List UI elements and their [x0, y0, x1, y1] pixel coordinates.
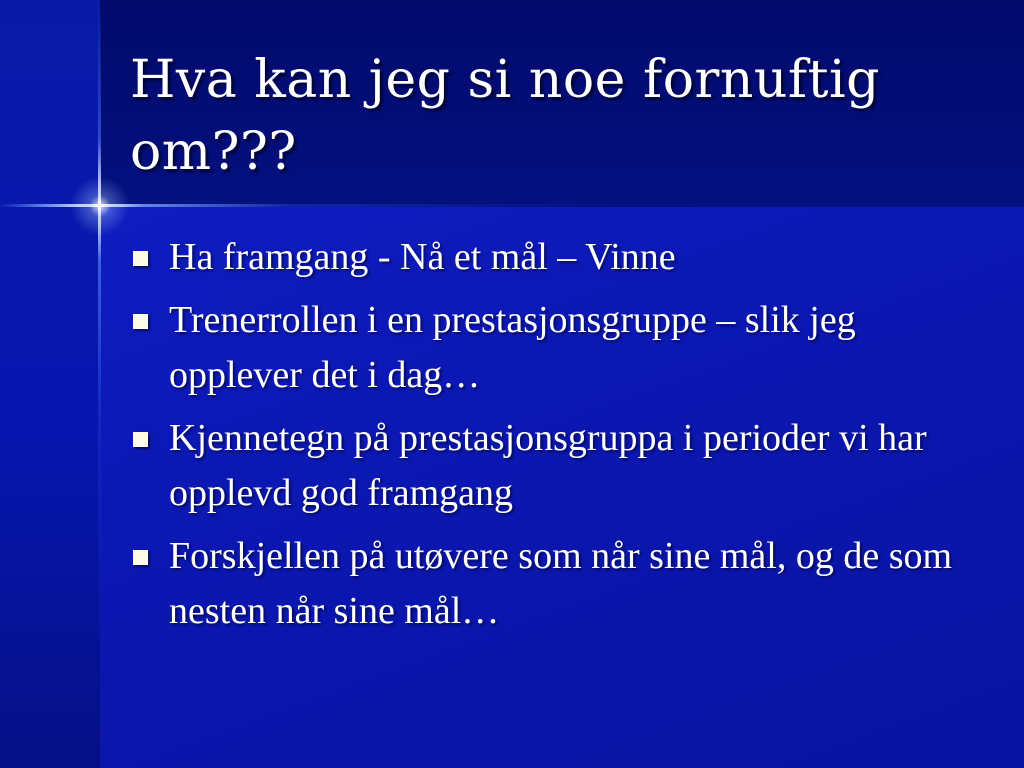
background-left-band — [0, 0, 100, 768]
light-flare-horizontal — [0, 204, 1024, 207]
light-flare-glow — [70, 176, 130, 236]
square-bullet-icon — [133, 314, 148, 329]
slide-title: Hva kan jeg si noe fornuftig om??? — [130, 50, 880, 182]
bullet-item — [130, 293, 990, 403]
square-bullet-icon — [133, 432, 148, 447]
bullet-text: Ha framgang - Nå et mål – Vinne — [169, 236, 676, 278]
square-bullet-icon — [133, 251, 148, 266]
bullet-text: Kjennetegn på prestasjonsgruppa i perioder vi har opplevd god framgang — [169, 417, 927, 514]
bullet-item — [130, 529, 990, 639]
square-bullet-icon — [133, 550, 148, 565]
light-flare-vertical — [98, 0, 101, 768]
bullet-text: Forskjellen på utøvere som når sine mål, og de som nesten når sine mål… — [169, 535, 953, 632]
bullet-item — [130, 411, 990, 521]
bullet-text: Trenerrollen i en prestasjonsgruppe – slik jeg opplever det i dag… — [169, 299, 856, 396]
bullet-item — [130, 230, 990, 285]
bullet-list — [130, 230, 990, 647]
